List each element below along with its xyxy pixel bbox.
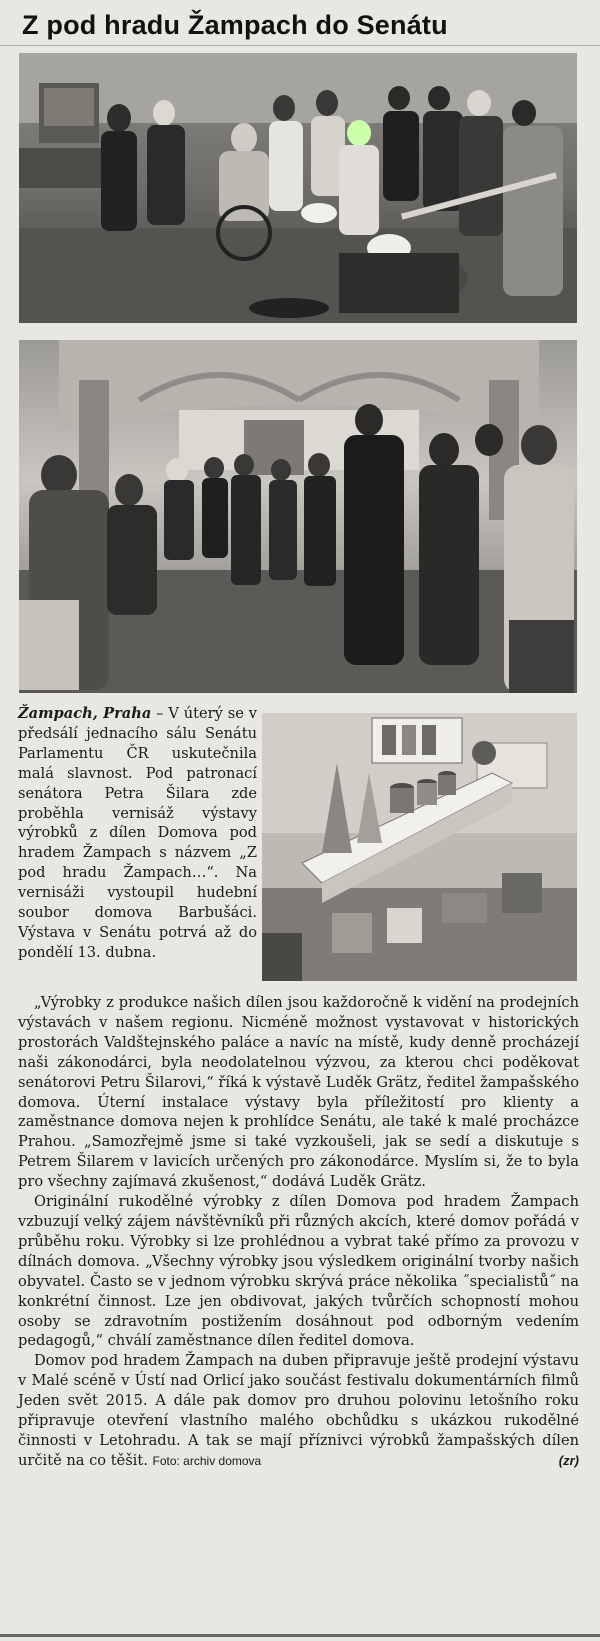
top-divider (0, 45, 600, 46)
body-paragraph-2: Originální rukodělné výrobky z dílen Domova pod hradem Žampach vzbuzují velký zájem návštěvníků při různých akcích, které domov pořádá v průběhu roku. Výrobky si lze prohlédnou a vybrat také přímo za provozu v dílnách domova. „Všechny výrobky jsou výsledkem originální tvorby našich obyvatel. Často se v jednom výrobku skrývá práce několika ˝specialistů˝ na konkrétní činnost. Lze jen obdivovat, jakých tvůrčích schopností mohou osoby se zdravotním postižením dosáhnout pod odborným vedením pedagogů,“ chválí zaměstnance dílen ředitel domova. (18, 1193, 579, 1350)
lead-paragraph (18, 704, 257, 963)
photo-senate-hall-visit (19, 340, 577, 693)
photo-band-performance (19, 53, 577, 323)
photo-exhibited-products (262, 713, 577, 981)
body-paragraph-3 (18, 1351, 579, 1471)
body-paragraph-3-text: Domov pod hradem Žampach na duben připravuje ještě prodejní výstavu v Malé scéně v Ústí nad Orlicí jako součást festivalu dokumentárních filmů Jeden svět 2015. A dále pak domov pro druhou polovinu letošního roku připravuje otevření vlastního malého obchůdku s ukázkou rukodělné činnosti v Letohradu. A tak se mají příznivci výrobků žampašských dílen určitě na co těšit. (18, 1352, 579, 1469)
photo-credit: Foto: archiv domova (152, 1453, 262, 1468)
bottom-divider (0, 1634, 600, 1637)
dateline-dash: – (151, 705, 169, 722)
photo-senate-hall-visit-image (19, 340, 577, 693)
article-title: Z pod hradu Žampach do Senátu (22, 10, 448, 40)
article-body (18, 993, 579, 1472)
dateline: Žampach, Praha (18, 705, 152, 722)
author-signature: (zr) (558, 1452, 579, 1468)
lead-text: V úterý se v předsálí jednacího sálu Senátu Parlamentu ČR uskutečnila malá slavnost. Pod patronací senátora Petra Šilara zde proběhla vernisáž výstavy výrobků z dílen Domova pod hradem Žampach s názvem „Z pod hradu Žampach…“. Na vernisáži vystoupil hudební soubor domova Barbušáci. Výstava v Senátu potrvá až do pondělí 13. dubna. (18, 705, 257, 961)
photo-band-performance-image (19, 53, 577, 323)
body-paragraph-1: „Výrobky z produkce našich dílen jsou každoročně k vidění na prodejních výstavách v našem regionu. Nicméně možnost vystavovat v historických prostorách Valdštejnského paláce a navíc na místě, kudy denně procházejí naši zákonodárci, byla neodolatelnou výzvou, za kterou chci poděkovat senátorovi Petru Šilarovi,“ říká k výstavě Luděk Grätz, ředitel žampašského domova. Úterní instalace výstavy byla příležitostí pro klienty a zaměstnance domova nejen k prohlídce Senátu, ale také k malé procházce Prahou. „Samozřejmě jsme si také vyzkoušeli, jak se sedí a diskutuje s Petrem Šilarem v lavicích určených pro zákonodárce. Myslím si, že to byla pro všechny zajímavá zkušenost,“ dodává Luděk Grätz. (18, 994, 579, 1191)
photo-exhibited-products-image (262, 713, 577, 981)
